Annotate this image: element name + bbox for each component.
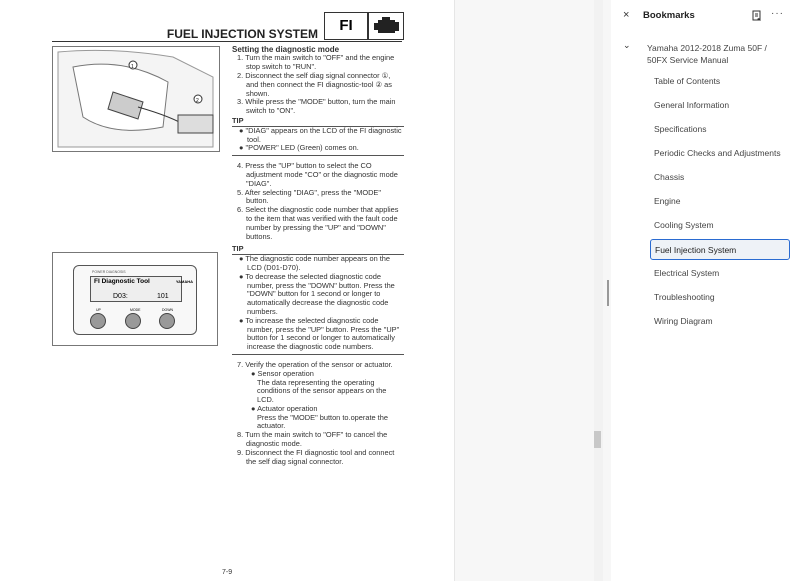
tool-up-button bbox=[90, 313, 106, 329]
engine-icon bbox=[368, 12, 404, 40]
tool-brand: YAMAHA bbox=[175, 279, 193, 284]
step: 9. Disconnect the FI diagnostic tool and connect the self diag signal connector. bbox=[237, 447, 395, 466]
tip-text: To decrease the selected diagnostic code number, press the "DOWN" button. Press the "DOWN" button for 1 second or longer to automatically decrease the diagnostic code numbers. bbox=[245, 271, 395, 316]
sub-heading: ● Actuator operation bbox=[251, 403, 318, 413]
callout-1: 1 bbox=[131, 64, 134, 70]
tool-led-labels: POWER DIAGNOSIS bbox=[92, 270, 126, 274]
bookmark-cooling-system[interactable]: Cooling System bbox=[654, 220, 714, 230]
bookmark-engine[interactable]: Engine bbox=[654, 196, 681, 206]
bookmark-root[interactable]: Yamaha 2012-2018 Zuma 50F / 50FX Service Manual bbox=[647, 43, 767, 65]
bookmark-specifications[interactable]: Specifications bbox=[654, 124, 707, 134]
bookmark-fuel-injection-system[interactable]: Fuel Injection System bbox=[650, 239, 790, 260]
section-title: FUEL INJECTION SYSTEM bbox=[166, 27, 318, 41]
bookmark-general-information[interactable]: General Information bbox=[654, 100, 730, 110]
tip-item: ● The diagnostic code number appears on the LCD (D01-D70). bbox=[239, 254, 391, 272]
tip-text: "POWER" LED (Green) comes on. bbox=[245, 143, 359, 153]
procedure-heading: Setting the diagnostic mode bbox=[232, 45, 340, 54]
bookmark-wiring-diagram[interactable]: Wiring Diagram bbox=[654, 316, 713, 326]
tip-label: TIP bbox=[232, 245, 404, 255]
step: 8. Turn the main switch to "OFF" to cancel the diagnostic mode. bbox=[237, 430, 388, 449]
step: 6. Select the diagnostic code number that applies to the item that was verified with the fault code number by pressing the "UP" and "DOWN" buttons. bbox=[237, 205, 399, 241]
tool-down-label: DOWN bbox=[162, 308, 174, 312]
tip-divider bbox=[232, 354, 404, 355]
tool-mode-label: MODE bbox=[130, 308, 141, 312]
more-options-button[interactable]: ··· bbox=[771, 8, 784, 19]
tip-label: TIP bbox=[232, 117, 404, 127]
bookmark-electrical-system[interactable]: Electrical System bbox=[654, 268, 720, 278]
tool-value: 101 bbox=[157, 293, 169, 300]
tip-text: To increase the selected diagnostic code number, press the "UP" button. Press the "UP" button for 1 second or longer to automatically increase the diagnostic code numbers. bbox=[245, 315, 400, 352]
tip-item: ● To increase the selected diagnostic code number, press the "UP" button. Press the "UP" button for 1 second or longer to automatically increase the diagnostic code numbers. bbox=[239, 315, 400, 352]
step: 5. After selecting "DIAG", press the "MODE" button. bbox=[237, 187, 381, 206]
page-header bbox=[52, 17, 402, 42]
tip-item: ● "POWER" LED (Green) comes on. bbox=[239, 143, 359, 153]
close-icon[interactable]: × bbox=[623, 9, 630, 21]
sub-text: The data representing the operating conditions of the sensor appears on the LCD. bbox=[257, 377, 387, 405]
tip-item: ● To decrease the selected diagnostic code number, press the "DOWN" button. Press the "DOWN" button for 1 second or longer to automatically decrease the diagnostic code numbers. bbox=[239, 271, 395, 316]
tool-mode-button bbox=[125, 313, 141, 329]
tool-code: D03: bbox=[113, 293, 128, 300]
step: 1. Turn the main switch to "OFF" and the engine stop switch to "RUN". bbox=[237, 53, 395, 72]
fi-badge: FI bbox=[324, 12, 368, 40]
tip-divider bbox=[232, 155, 404, 156]
tip-text: The diagnostic code number appears on the LCD (D01-D70). bbox=[245, 254, 391, 272]
bookmark-table-of-contents[interactable]: Table of Contents bbox=[654, 76, 721, 86]
scrollbar-thumb[interactable] bbox=[594, 431, 601, 448]
step: 4. Press the "UP" button to select the CO adjustment mode "CO" or the diagnostic mode "DIAG". bbox=[237, 161, 398, 188]
bookmark-add-icon[interactable] bbox=[752, 9, 762, 21]
tool-down-button bbox=[159, 313, 175, 329]
callout-2: 2 bbox=[196, 98, 199, 104]
connector-illustration bbox=[52, 46, 220, 152]
bookmark-troubleshooting[interactable]: Troubleshooting bbox=[654, 292, 715, 302]
tool-title: FI Diagnostic Tool bbox=[94, 278, 150, 285]
sub-text: Press the "MODE" button to.operate the actuator. bbox=[257, 412, 388, 431]
bookmark-chassis[interactable]: Chassis bbox=[654, 172, 685, 182]
diagnostic-tool-illustration bbox=[52, 252, 218, 346]
instructions-text bbox=[232, 45, 404, 466]
tip-text: "DIAG" appears on the LCD of the FI diagnostic tool. bbox=[245, 125, 402, 144]
bookmark-periodic-checks[interactable]: Periodic Checks and Adjustments bbox=[654, 148, 781, 158]
vertical-scrollbar[interactable] bbox=[594, 0, 603, 581]
tip-item: ● "DIAG" appears on the LCD of the FI diagnostic tool. bbox=[239, 125, 402, 144]
step: 2. Disconnect the self diag signal connector ①, and then connect the FI diagnostic-tool ② as shown. bbox=[237, 71, 392, 98]
bookmarks-panel bbox=[611, 0, 794, 581]
panel-resize-handle[interactable] bbox=[607, 280, 609, 306]
step: 3. While press the "MODE" button, turn the main switch to "ON". bbox=[237, 97, 396, 116]
chevron-down-icon[interactable]: ⌄ bbox=[623, 40, 631, 50]
page-number: 7-9 bbox=[222, 569, 233, 576]
step: 7. Verify the operation of the sensor or actuator. bbox=[237, 359, 393, 369]
panel-title: Bookmarks bbox=[643, 10, 695, 21]
sub-heading: ● Sensor operation bbox=[251, 368, 314, 378]
tool-up-label: UP bbox=[96, 308, 101, 312]
